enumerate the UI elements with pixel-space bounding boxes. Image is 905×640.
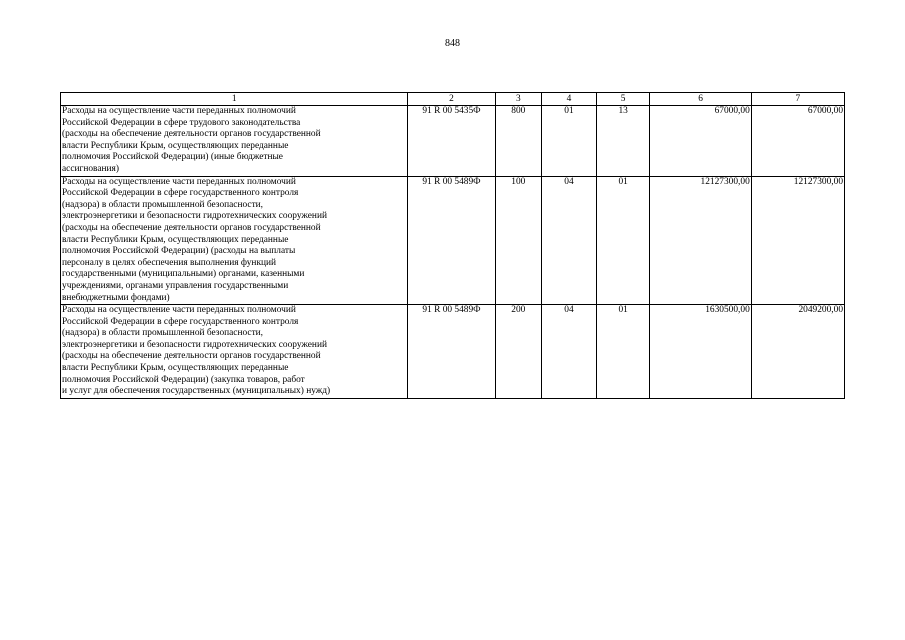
column-header: 6 (650, 93, 751, 106)
table-row (61, 106, 845, 177)
budget-table (60, 92, 845, 399)
expense-name-cell: Расходы на осуществление части переданных полномочий Российской Федерации в сфере государственного контроля (надзора) в области промышленной безопасности, электроэнергетики и безопасности гидротехнических сооружений (расходы на обеспечение деятельности органов государственной власти Республики Крым, осуществляющих переданные полномочия Российской Федерации) (расходы на выплаты персоналу в целях обеспечения выполнения функций государственными (муниципальными) органами, казенными учреждениями, органами управления государственными внебюджетными фондами) (61, 176, 408, 305)
subsection-cell: 13 (596, 106, 650, 177)
expense-type-cell: 200 (495, 305, 542, 399)
target-article-code-cell: 91 R 00 5489Ф (408, 305, 495, 399)
target-article-code-cell: 91 R 00 5489Ф (408, 176, 495, 305)
target-article-code-cell: 91 R 00 5435Ф (408, 106, 495, 177)
amount-cell-col6: 12127300,00 (650, 176, 751, 305)
amount-cell-col7: 2049200,00 (751, 305, 844, 399)
column-header: 4 (542, 93, 597, 106)
amount-cell-col7: 67000,00 (751, 106, 844, 177)
page-number: 848 (445, 38, 460, 49)
column-header: 3 (495, 93, 542, 106)
table-row (61, 176, 845, 305)
table-header-row (61, 93, 845, 106)
amount-cell-col6: 67000,00 (650, 106, 751, 177)
table-row (61, 305, 845, 399)
section-cell: 04 (542, 176, 597, 305)
column-header: 2 (408, 93, 495, 106)
subsection-cell: 01 (596, 305, 650, 399)
section-cell: 04 (542, 305, 597, 399)
column-header: 7 (751, 93, 844, 106)
expense-name-cell: Расходы на осуществление части переданных полномочий Российской Федерации в сфере трудового законодательства (расходы на обеспечение деятельности органов государственной власти Республики Крым, осуществляющих переданные полномочия Российской Федерации) (иные бюджетные ассигнования) (61, 106, 408, 177)
column-header: 5 (596, 93, 650, 106)
section-cell: 01 (542, 106, 597, 177)
amount-cell-col6: 1630500,00 (650, 305, 751, 399)
amount-cell-col7: 12127300,00 (751, 176, 844, 305)
expense-type-cell: 100 (495, 176, 542, 305)
subsection-cell: 01 (596, 176, 650, 305)
expense-type-cell: 800 (495, 106, 542, 177)
expense-name-cell: Расходы на осуществление части переданных полномочий Российской Федерации в сфере государственного контроля (надзора) в области промышленной безопасности, электроэнергетики и безопасности гидротехнических сооружений (расходы на обеспечение деятельности органов государственной власти Республики Крым, осуществляющих переданные полномочия Российской Федерации) (закупка товаров, работ и услуг для обеспечения государственных (муниципальных) нужд) (61, 305, 408, 399)
column-header: 1 (61, 93, 408, 106)
